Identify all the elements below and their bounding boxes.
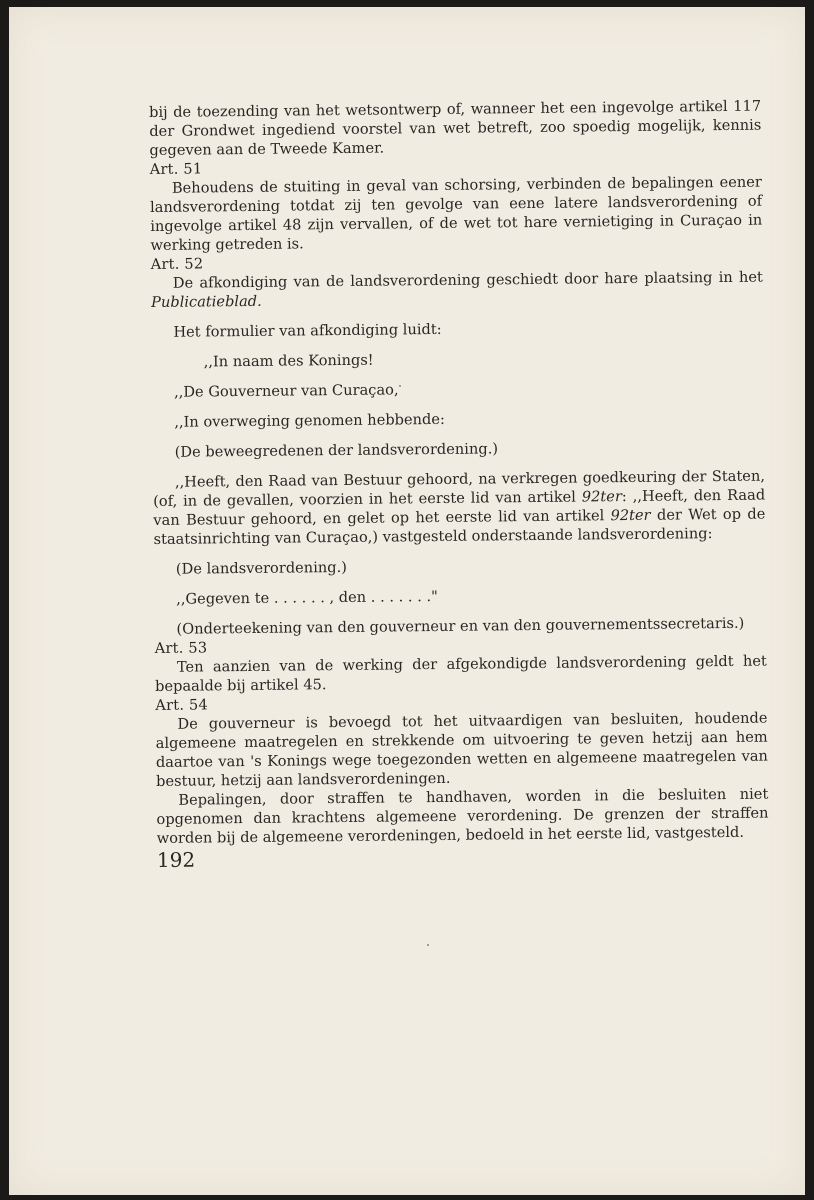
art-52-text-main: De afkondiging van de landsverordening geschiedt door hare plaatsing in het — [172, 268, 763, 292]
art-54-text-2: Bepalingen, door straffen te handhaven, worden in die besluiten niet opgenomen dan krachtens algemeene verordening. De grenzen der straffen worden bij de algemeene verordeningen, bedoeld in het eerste lid, vastgesteld. — [156, 785, 769, 847]
formula-line-koning: ,,In naam des Konings! — [203, 351, 374, 371]
formula-line-gouverneur: ,,De Gouverneur van Curaçao, — [173, 381, 399, 401]
formula-line-gegeven: ,,Gegeven te . . . . . . , den . . . . . . ." — [176, 588, 438, 608]
book-page — [9, 7, 805, 1195]
heeft-italic-92ter-1: 92ter — [581, 488, 622, 506]
formula-line-landsverordening: (De landsverordening.) — [175, 558, 347, 578]
paper-speck — [427, 944, 429, 946]
art-51-heading: Art. 51 — [149, 160, 203, 178]
formula-line-beweegredenen: (De beweegredenen der landsverordening.) — [174, 440, 499, 461]
art-54-heading: Art. 54 — [155, 696, 209, 714]
formula-line-onderteekening: (Onderteekening van den gouverneur en van den gouvernementssecretaris.) — [176, 614, 745, 638]
art-52-text — [151, 268, 763, 312]
art-51-text: Behoudens de stuiting in geval van schorsing, verbinden de bepalingen eener landsverordening totdat zij ten gevolge van eene latere landsverordening of ingevolge artikel 48 zijn vervallen, of de wet tot hare vernietiging in Curaçao in werking getreden is. — [150, 173, 763, 254]
page-number: 192 — [156, 847, 196, 872]
formula-line-overweging: ,,In overweging genomen hebbende: — [174, 410, 445, 431]
heeft-text-part-1: ,,Heeft, den Raad van Bestuur gehoord, na verkregen goedkeuring der Staten, (of, in de gevallen, voorzien in het eerste lid van artikel — [153, 467, 766, 510]
art-52-heading: Art. 52 — [150, 255, 204, 273]
publicatieblad-italic: Publicatieblad. — [151, 292, 262, 311]
heeft-text-part-2: : ,,Heeft, den Raad van Bestuur gehoord, en gelet op het eerste lid van artikel — [153, 486, 766, 529]
formula-intro: Het formulier van afkondiging luidt: — [173, 320, 442, 341]
page-text — [149, 97, 769, 872]
heeft-text-part-3: der Wet op de staatsinrichting van Curaçao,) vastgesteld onderstaande landsverordening: — [153, 505, 766, 548]
intro-paragraph: bij de toezending van het wetsontwerp of, wanneer het een ingevolge artikel 117 der Grondwet ingediend voorstel van wet betreft, zoo spoedig mogelijk, kennis gegeven aan de Tweede Kamer. — [149, 97, 762, 159]
formula-heeft-paragraph — [153, 467, 766, 549]
art-53-heading: Art. 53 — [154, 639, 208, 657]
art-53-text: Ten aanzien van de werking der afgekondigde landsverordening geldt het bepaalde bij artikel 45. — [155, 652, 767, 695]
art-54-text-1: De gouverneur is bevoegd tot het uitvaardigen van besluiten, houdende algemeene maatregelen en strekkende om uitvoering te geven hetzij aan hem daartoe van 's Konings wege toegezonden wetten en algemeene maatregelen van bestuur, hetzij aan landsverordeningen. — [155, 709, 768, 790]
heeft-italic-92ter-2: 92ter — [610, 506, 651, 525]
